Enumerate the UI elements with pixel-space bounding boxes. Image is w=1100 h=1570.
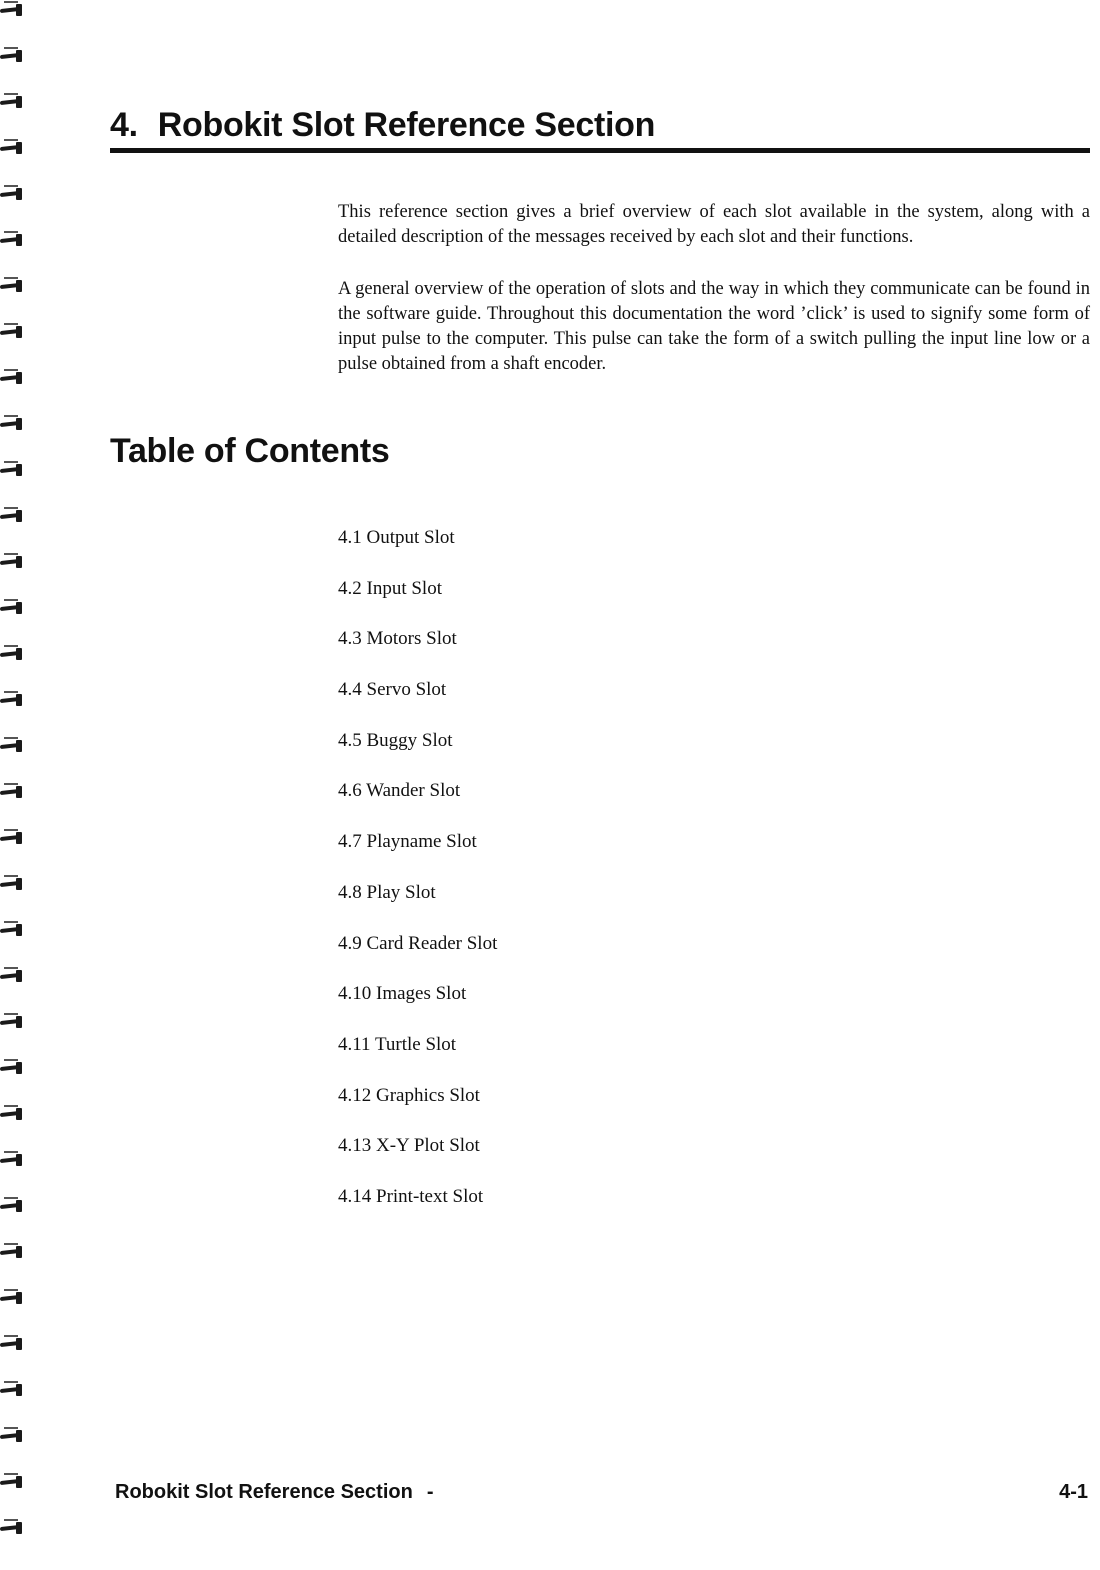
toc-item-input-slot: 4.2 Input Slot [338,577,442,599]
binding-ring-icon [0,4,24,18]
binding-ring-icon [0,50,24,64]
binding-ring-icon [0,1292,24,1306]
binding-ring-icon [0,924,24,938]
binding-ring-icon [0,602,24,616]
binding-ring-icon [0,1246,24,1260]
binding-ring-icon [0,1062,24,1076]
toc-item-graphics-slot: 4.12 Graphics Slot [338,1084,480,1106]
binding-ring-icon [0,510,24,524]
binding-ring-icon [0,740,24,754]
binding-ring-icon [0,970,24,984]
binding-ring-icon [0,878,24,892]
binding-ring-icon [0,96,24,110]
toc-list [338,524,497,1234]
toc-item-buggy-slot: 4.5 Buggy Slot [338,729,453,751]
toc-heading: Table of Contents [110,432,390,470]
binding-ring-icon [0,1154,24,1168]
binding-ring-icon [0,464,24,478]
binding-ring-icon [0,786,24,800]
toc-item-wander-slot: 4.6 Wander Slot [338,780,461,802]
binding-ring-icon [0,1522,24,1536]
binding-ring-icon [0,1338,24,1352]
footer-separator: - [426,1481,434,1503]
chapter-title-text: Robokit Slot Reference Section [157,106,656,144]
binding-ring-icon [0,648,24,662]
chapter-number: 4. [110,106,138,144]
binding-ring-icon [0,234,24,248]
chapter-title [110,106,655,145]
toc-item-turtle-slot: 4.11 Turtle Slot [338,1033,457,1055]
binding-ring-icon [0,326,24,340]
binding-ring-icon [0,1200,24,1214]
binding-ring-icon [0,1384,24,1398]
binding-ring-icon [0,280,24,294]
toc-item-card-reader-slot: 4.9 Card Reader Slot [338,932,498,954]
toc-item-output-slot: 4.1 Output Slot [338,527,455,548]
toc-item-motors-slot: 4.3 Motors Slot [338,628,457,650]
binding-ring-icon [0,372,24,386]
binding-ring-icon [0,1016,24,1030]
intro-paragraph: A general overview of the operation of slots and the way in which they communicate can be found in the software guide. Throughout this documentation the word ’click’ is used to signify some form of input pulse to the computer. This pulse can take the form of a switch pulling the input line low or a pulse obtained from a shaft encoder. [338,279,1090,374]
toc-item-print-text-slot: 4.14 Print-text Slot [338,1185,484,1207]
title-rule [110,148,1090,153]
intro-paragraph: This reference section gives a brief overview of each slot available in the system, along with a detailed description of the messages received by each slot and their functions. [338,202,1090,247]
footer-title-text: Robokit Slot Reference Section [115,1481,413,1503]
toc-item-xy-plot-slot: 4.13 X-Y Plot Slot [338,1135,480,1157]
toc-item-images-slot: 4.10 Images Slot [338,983,467,1005]
binding-ring-icon [0,418,24,432]
binding-ring-icon [0,1476,24,1490]
binding-ring-icon [0,832,24,846]
toc-item-servo-slot: 4.4 Servo Slot [338,679,447,701]
toc-item-play-slot: 4.8 Play Slot [338,881,436,903]
toc-item-playname-slot: 4.7 Playname Slot [338,831,477,853]
intro-text [338,200,1090,404]
spiral-binding [0,0,32,1570]
binding-ring-icon [0,142,24,156]
binding-ring-icon [0,694,24,708]
binding-ring-icon [0,1108,24,1122]
footer-section-title [115,1481,434,1504]
binding-ring-icon [0,1430,24,1444]
binding-ring-icon [0,188,24,202]
page-number: 4-1 [1059,1481,1088,1503]
binding-ring-icon [0,556,24,570]
